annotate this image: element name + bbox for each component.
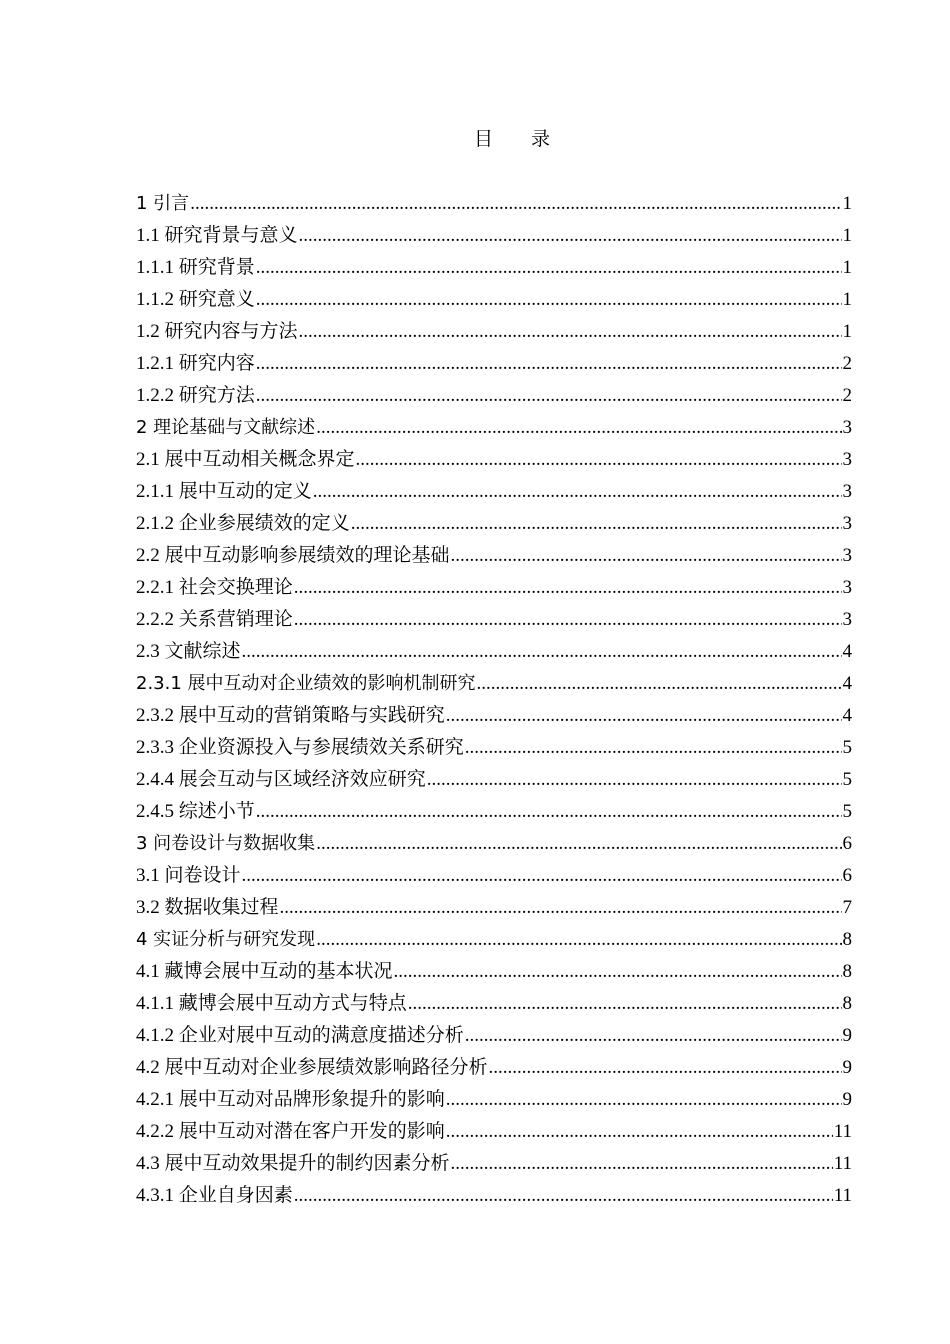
toc-entry-label: 2.3 文献综述 bbox=[136, 641, 241, 662]
toc-entry[interactable] bbox=[136, 700, 852, 732]
dot-leader bbox=[451, 540, 842, 572]
toc-entry-page-number: 9 bbox=[842, 1057, 852, 1078]
toc-entry-label: 1 引言 bbox=[136, 193, 190, 214]
dot-leader bbox=[190, 188, 841, 220]
toc-entry-label: 4.3 展中互动效果提升的制约因素分析 bbox=[136, 1153, 450, 1174]
toc-entry[interactable] bbox=[136, 1052, 852, 1084]
toc-entry-label: 4.1.1 藏博会展中互动方式与特点 bbox=[136, 993, 407, 1014]
toc-entry-page-number: 11 bbox=[833, 1121, 852, 1142]
toc-entry-label: 1.2.2 研究方法 bbox=[136, 385, 255, 406]
toc-entry-page-number: 2 bbox=[842, 353, 852, 374]
toc-entry[interactable] bbox=[136, 604, 852, 636]
toc-entry[interactable] bbox=[136, 1084, 852, 1116]
toc-entry-label: 2.4.5 综述小节 bbox=[136, 801, 255, 822]
toc-entry-label: 4 实证分析与研究发现 bbox=[136, 929, 316, 950]
dot-leader bbox=[451, 1148, 833, 1180]
toc-entry-label: 4.1 藏博会展中互动的基本状况 bbox=[136, 961, 393, 982]
toc-entry[interactable] bbox=[136, 892, 852, 924]
toc-entry[interactable] bbox=[136, 412, 852, 444]
toc-entry-page-number: 6 bbox=[842, 833, 852, 854]
toc-entry[interactable] bbox=[136, 668, 852, 700]
toc-entry[interactable] bbox=[136, 220, 852, 252]
toc-entry-label: 3.2 数据收集过程 bbox=[136, 897, 279, 918]
toc-entry-label: 2.2.2 关系营销理论 bbox=[136, 609, 293, 630]
toc-entry-label: 3 问卷设计与数据收集 bbox=[136, 833, 316, 854]
toc-entry-page-number: 3 bbox=[842, 609, 852, 630]
dot-leader bbox=[280, 892, 842, 924]
dot-leader bbox=[294, 1180, 833, 1212]
toc-entry[interactable] bbox=[136, 476, 852, 508]
toc-title-left: 目 bbox=[473, 129, 493, 150]
toc-entry-label: 2.3.3 企业资源投入与参展绩效关系研究 bbox=[136, 737, 464, 758]
toc-entry[interactable] bbox=[136, 572, 852, 604]
toc-entry-page-number: 5 bbox=[842, 769, 852, 790]
dot-leader bbox=[256, 796, 842, 828]
toc-entry-label: 2 理论基础与文献综述 bbox=[136, 417, 316, 438]
toc-entry-label: 1.1.2 研究意义 bbox=[136, 289, 255, 310]
dot-leader bbox=[256, 348, 842, 380]
dot-leader bbox=[427, 764, 842, 796]
toc-title bbox=[0, 124, 950, 151]
dot-leader bbox=[299, 316, 842, 348]
toc-entry-page-number: 3 bbox=[842, 577, 852, 598]
toc-entry[interactable] bbox=[136, 1148, 852, 1180]
toc-entry-label: 2.3.1 展中互动对企业绩效的影响机制研究 bbox=[136, 673, 476, 694]
toc-entry-label: 2.2 展中互动影响参展绩效的理论基础 bbox=[136, 545, 450, 566]
toc-title-right: 录 bbox=[531, 129, 551, 150]
toc-entry-page-number: 11 bbox=[833, 1185, 852, 1206]
toc-entry-label: 4.1.2 企业对展中互动的满意度描述分析 bbox=[136, 1025, 464, 1046]
toc-entry-page-number: 8 bbox=[842, 993, 852, 1014]
toc-entry[interactable] bbox=[136, 1116, 852, 1148]
toc-entry-page-number: 11 bbox=[833, 1153, 852, 1174]
dot-leader bbox=[351, 508, 842, 540]
toc-entry[interactable] bbox=[136, 508, 852, 540]
toc-entry-page-number: 1 bbox=[842, 321, 852, 342]
toc-entry-label: 4.3.1 企业自身因素 bbox=[136, 1185, 293, 1206]
dot-leader bbox=[242, 860, 842, 892]
toc-entry-page-number: 5 bbox=[842, 737, 852, 758]
toc-entry-page-number: 3 bbox=[842, 481, 852, 502]
dot-leader bbox=[256, 284, 842, 316]
toc-entry-label: 2.1.1 展中互动的定义 bbox=[136, 481, 312, 502]
toc-entry[interactable] bbox=[136, 764, 852, 796]
table-of-contents bbox=[136, 188, 852, 1212]
toc-entry-page-number: 3 bbox=[842, 449, 852, 470]
dot-leader bbox=[465, 732, 842, 764]
toc-entry-page-number: 9 bbox=[842, 1025, 852, 1046]
toc-entry[interactable] bbox=[136, 252, 852, 284]
toc-entry-page-number: 1 bbox=[842, 257, 852, 278]
dot-leader bbox=[477, 668, 842, 700]
dot-leader bbox=[394, 956, 842, 988]
toc-entry[interactable] bbox=[136, 444, 852, 476]
toc-entry[interactable] bbox=[136, 956, 852, 988]
toc-entry-page-number: 4 bbox=[842, 641, 852, 662]
toc-entry-page-number: 4 bbox=[842, 673, 852, 694]
toc-entry[interactable] bbox=[136, 796, 852, 828]
toc-entry-label: 1.2.1 研究内容 bbox=[136, 353, 255, 374]
toc-entry-label: 2.1.2 企业参展绩效的定义 bbox=[136, 513, 350, 534]
toc-entry[interactable] bbox=[136, 1020, 852, 1052]
dot-leader bbox=[316, 924, 841, 956]
toc-entry-label: 2.2.1 社会交换理论 bbox=[136, 577, 293, 598]
dot-leader bbox=[446, 1116, 833, 1148]
toc-entry[interactable] bbox=[136, 732, 852, 764]
toc-entry-page-number: 7 bbox=[842, 897, 852, 918]
toc-entry-page-number: 1 bbox=[842, 289, 852, 310]
dot-leader bbox=[256, 380, 842, 412]
dot-leader bbox=[294, 604, 842, 636]
dot-leader bbox=[465, 1020, 842, 1052]
dot-leader bbox=[446, 1084, 842, 1116]
toc-entry[interactable] bbox=[136, 284, 852, 316]
toc-entry[interactable] bbox=[136, 924, 852, 956]
toc-entry[interactable] bbox=[136, 316, 852, 348]
toc-entry-label: 4.2.2 展中互动对潜在客户开发的影响 bbox=[136, 1121, 445, 1142]
dot-leader bbox=[489, 1052, 842, 1084]
toc-entry-label: 4.2.1 展中互动对品牌形象提升的影响 bbox=[136, 1089, 445, 1110]
toc-entry-label: 4.2 展中互动对企业参展绩效影响路径分析 bbox=[136, 1057, 488, 1078]
toc-entry-label: 3.1 问卷设计 bbox=[136, 865, 241, 886]
toc-entry[interactable] bbox=[136, 380, 852, 412]
toc-entry[interactable] bbox=[136, 860, 852, 892]
toc-entry-label: 1.1.1 研究背景 bbox=[136, 257, 255, 278]
toc-entry[interactable] bbox=[136, 988, 852, 1020]
toc-entry-page-number: 9 bbox=[842, 1089, 852, 1110]
toc-entry-page-number: 6 bbox=[842, 865, 852, 886]
toc-entry-page-number: 8 bbox=[842, 929, 852, 950]
toc-entry-label: 1.2 研究内容与方法 bbox=[136, 321, 298, 342]
dot-leader bbox=[242, 636, 842, 668]
toc-entry[interactable] bbox=[136, 828, 852, 860]
toc-entry[interactable] bbox=[136, 636, 852, 668]
dot-leader bbox=[408, 988, 842, 1020]
dot-leader bbox=[446, 700, 842, 732]
dot-leader bbox=[299, 220, 842, 252]
toc-entry-page-number: 4 bbox=[842, 705, 852, 726]
dot-leader bbox=[294, 572, 842, 604]
dot-leader bbox=[256, 252, 842, 284]
toc-entry-label: 1.1 研究背景与意义 bbox=[136, 225, 298, 246]
toc-entry-page-number: 3 bbox=[842, 417, 852, 438]
toc-entry-page-number: 1 bbox=[842, 225, 852, 246]
toc-entry[interactable] bbox=[136, 1180, 852, 1212]
toc-entry-label: 2.3.2 展中互动的营销策略与实践研究 bbox=[136, 705, 445, 726]
toc-entry-page-number: 5 bbox=[842, 801, 852, 822]
toc-entry[interactable] bbox=[136, 348, 852, 380]
toc-entry[interactable] bbox=[136, 188, 852, 220]
toc-entry-page-number: 3 bbox=[842, 513, 852, 534]
toc-entry-page-number: 3 bbox=[842, 545, 852, 566]
toc-entry-page-number: 1 bbox=[842, 193, 852, 214]
dot-leader bbox=[356, 444, 842, 476]
dot-leader bbox=[316, 828, 841, 860]
dot-leader bbox=[313, 476, 842, 508]
toc-entry-page-number: 8 bbox=[842, 961, 852, 982]
toc-entry-label: 2.4.4 展会互动与区域经济效应研究 bbox=[136, 769, 426, 790]
dot-leader bbox=[316, 412, 841, 444]
toc-entry-page-number: 2 bbox=[842, 385, 852, 406]
toc-entry-label: 2.1 展中互动相关概念界定 bbox=[136, 449, 355, 470]
toc-entry[interactable] bbox=[136, 540, 852, 572]
